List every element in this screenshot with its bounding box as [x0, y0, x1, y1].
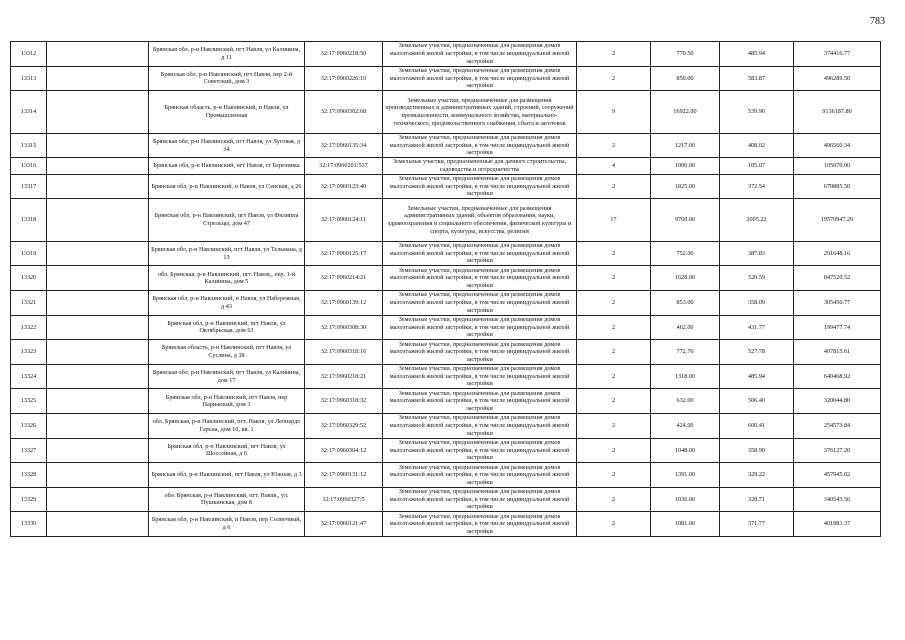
cadastral-value-cell: 374416.77 [794, 42, 881, 67]
blank-cell [47, 413, 149, 438]
address-cell: Брянская обл, р-н Навлинский, пгт Навля, ул Шоссейная, д 6 [149, 438, 305, 463]
use-group-cell: 2 [577, 487, 651, 512]
cadastral-number-cell: 32:17:0960327:5 [305, 487, 383, 512]
table-row [11, 91, 881, 134]
address-cell: обл. Брянская, р-н Навлинский, пгт. Навля, ул Леонардо Гарсиа, дом 10, кв. 1 [149, 413, 305, 438]
specific-value-cell: 527.78 [720, 340, 794, 365]
use-group-cell: 2 [577, 241, 651, 266]
land-use-cell: Земельные участки, предназначенные для размещения домов малоэтажной жилой застройки, в том числе индивидуальной жилой застройки [383, 66, 577, 91]
area-cell: 16922.00 [651, 91, 720, 134]
blank-cell [47, 389, 149, 414]
area-cell: 424.00 [651, 413, 720, 438]
area-cell: 853.00 [651, 290, 720, 315]
area-cell: 770.50 [651, 42, 720, 67]
use-group-cell: 4 [577, 158, 651, 174]
cadastral-number-cell: 32:17:0960302:68 [305, 91, 383, 134]
land-use-cell: Земельные участки, предназначенные для размещения домов малоэтажной жилой застройки, в том числе индивидуальной жилой застройки [383, 241, 577, 266]
specific-value-cell: 372.54 [720, 174, 794, 199]
specific-value-cell: 506.40 [720, 389, 794, 414]
address-cell: Брянская обл, р-н Навлинский, пгт Навля, ул Октябрьская, дом 63 [149, 315, 305, 340]
area-cell: 9760.00 [651, 199, 720, 242]
land-use-cell: Земельные участки, предназначенные для размещения домов малоэтажной жилой застройки, в том числе индивидуальной жилой застройки [383, 487, 577, 512]
address-cell: обл. Брянская, р-н Навлинский, пгт. Навля,, ул. Пушкинская, дом 8 [149, 487, 305, 512]
cadastral-value-cell: 320044.80 [794, 389, 881, 414]
cadastral-number-cell: 32:17:0960318:16 [305, 340, 383, 365]
use-group-cell: 2 [577, 438, 651, 463]
table-row [11, 413, 881, 438]
address-cell: Брянская обл, р-н Навлинский, пгт Навля, ул Луговая, д 34 [149, 133, 305, 158]
address-cell: Брянская обл, р-н Навлинский, пгт Навля, пер 2-й Советский, дом 3 [149, 66, 305, 91]
blank-cell [47, 512, 149, 537]
record-number-cell: 13319 [11, 241, 47, 266]
specific-value-cell: 105.07 [720, 158, 794, 174]
land-use-cell: Земельные участки, предназначенные для размещения домов малоэтажной жилой застройки, в том числе индивидуальной жилой застройки [383, 463, 577, 488]
land-use-cell: Земельные участки, предназначенные для размещения домов малоэтажной жилой застройки, в том числе индивидуальной жилой застройки [383, 438, 577, 463]
specific-value-cell: 431.77 [720, 315, 794, 340]
area-cell: 1217.00 [651, 133, 720, 158]
cadastral-value-cell: 847520.52 [794, 266, 881, 291]
use-group-cell: 2 [577, 266, 651, 291]
cadastral-number-cell: 32:17:0960226:10 [305, 66, 383, 91]
specific-value-cell: 485.94 [720, 42, 794, 67]
address-cell: Брянская обл, р-н Навлинский, пгт Навля, ул Калинина, дом 17 [149, 364, 305, 389]
area-cell: 772.70 [651, 340, 720, 365]
specific-value-cell: 2005.22 [720, 199, 794, 242]
table-row [11, 389, 881, 414]
use-group-cell: 2 [577, 463, 651, 488]
use-group-cell: 2 [577, 174, 651, 199]
blank-cell [47, 66, 149, 91]
address-cell: Брянская обл, р-н Навлинский, п Навля, пер Солнечный, д 6 [149, 512, 305, 537]
area-cell: 1628.00 [651, 266, 720, 291]
blank-cell [47, 487, 149, 512]
use-group-cell: 2 [577, 133, 651, 158]
table-row [11, 133, 881, 158]
blank-cell [47, 158, 149, 174]
cadastral-number-cell: 32:17:0960214:21 [305, 266, 383, 291]
record-number-cell: 13330 [11, 512, 47, 537]
land-use-cell: Земельные участки, предназначенные для размещения домов малоэтажной жилой застройки, в том числе индивидуальной жилой застройки [383, 364, 577, 389]
area-cell: 850.00 [651, 66, 720, 91]
area-cell: 1036.00 [651, 487, 720, 512]
blank-cell [47, 340, 149, 365]
table-row [11, 364, 881, 389]
address-cell: Брянская обл, р-н Навлинский, пгт Навля, ул Тельмана, д 13 [149, 241, 305, 266]
cadastral-value-cell: 640468.92 [794, 364, 881, 389]
record-number-cell: 13325 [11, 389, 47, 414]
cadastral-number-cell: 32:17:0960308:30 [305, 315, 383, 340]
address-cell: Брянская обл, р-н Навлинский, п Навля, ул Набережная, д 43 [149, 290, 305, 315]
cadastral-value-cell: 291648.16 [794, 241, 881, 266]
blank-cell [47, 174, 149, 199]
record-number-cell: 13326 [11, 413, 47, 438]
table-row [11, 315, 881, 340]
blank-cell [47, 199, 149, 242]
record-number-cell: 13327 [11, 438, 47, 463]
blank-cell [47, 364, 149, 389]
blank-cell [47, 315, 149, 340]
cadastral-value-cell: 457945.02 [794, 463, 881, 488]
cadastral-value-cell: 496289.50 [794, 66, 881, 91]
use-group-cell: 9 [577, 91, 651, 134]
address-cell: Брянская обл, р-н Навлинский, п Навля, ул Сенская, д 26 [149, 174, 305, 199]
record-number-cell: 13323 [11, 340, 47, 365]
cadastral-number-cell: 32:17:0960124:11 [305, 199, 383, 242]
area-cell: 632.00 [651, 389, 720, 414]
cadastral-value-cell: 254573.84 [794, 413, 881, 438]
table-row [11, 42, 881, 67]
land-use-cell: Земельные участки, предназначенные для размещения административных зданий, объектов образования, науки, здравоохранения и социального обеспечения, физической культуры и спорта, культуры, искусства, религии [383, 199, 577, 242]
specific-value-cell: 485.94 [720, 364, 794, 389]
area-cell: 1318.00 [651, 364, 720, 389]
address-cell: Брянская обл, р-н Навлинский, пгт Навля, пер Парижский, дом 3 [149, 389, 305, 414]
record-number-cell: 13313 [11, 66, 47, 91]
blank-cell [47, 438, 149, 463]
address-cell: Брянская обл, р-н Навлинский, пгт Навля, ул Филиппа Стрельцы, дом 47 [149, 199, 305, 242]
table-row [11, 290, 881, 315]
use-group-cell: 17 [577, 199, 651, 242]
record-number-cell: 13318 [11, 199, 47, 242]
specific-value-cell: 539.90 [720, 91, 794, 134]
land-use-cell: Земельные участки, предназначенные для размещения домов малоэтажной жилой застройки, в том числе индивидуальной жилой застройки [383, 266, 577, 291]
address-cell: Брянская область, р-н Навлинский, пгт Навля, ул Суслина, д 38 [149, 340, 305, 365]
specific-value-cell: 600.41 [720, 413, 794, 438]
table-row [11, 199, 881, 242]
cadastral-value-cell: 199477.74 [794, 315, 881, 340]
blank-cell [47, 42, 149, 67]
table-row [11, 241, 881, 266]
area-cell: 1825.00 [651, 174, 720, 199]
area-cell: 1048.00 [651, 438, 720, 463]
cadastral-value-cell: 340543.56 [794, 487, 881, 512]
specific-value-cell: 371.77 [720, 512, 794, 537]
table-row [11, 438, 881, 463]
specific-value-cell: 408.02 [720, 133, 794, 158]
cadastral-value-cell: 105070.00 [794, 158, 881, 174]
use-group-cell: 2 [577, 389, 651, 414]
blank-cell [47, 241, 149, 266]
blank-cell [47, 91, 149, 134]
record-number-cell: 13329 [11, 487, 47, 512]
use-group-cell: 2 [577, 512, 651, 537]
area-cell: 1391.00 [651, 463, 720, 488]
land-use-cell: Земельные участки, предназначенные для размещения производственных и административных зданий, строений, сооружений промышленности, коммунального хозяйства, материально-технического, продовольственного снабжения, сбыта и заготовок [383, 91, 577, 134]
land-use-cell: Земельные участки, предназначенные для размещения домов малоэтажной жилой застройки, в том числе индивидуальной жилой застройки [383, 389, 577, 414]
land-use-cell: Земельные участки, предназначенные для размещения домов малоэтажной жилой застройки, в том числе индивидуальной жилой застройки [383, 290, 577, 315]
record-number-cell: 13321 [11, 290, 47, 315]
area-cell: 752.00 [651, 241, 720, 266]
table-row [11, 463, 881, 488]
record-number-cell: 13315 [11, 133, 47, 158]
blank-cell [47, 266, 149, 291]
cadastral-number-cell: 32:17:0960218:50 [305, 42, 383, 67]
specific-value-cell: 328.71 [720, 487, 794, 512]
use-group-cell: 2 [577, 413, 651, 438]
cadastral-value-cell: 496560.34 [794, 133, 881, 158]
address-cell: Брянская область, р-н Навлинский, п Навля, ул Промышленная [149, 91, 305, 134]
land-use-cell: Земельные участки, предназначенные для размещения домов малоэтажной жилой застройки, в том числе индивидуальной жилой застройки [383, 315, 577, 340]
cadastral-value-cell: 9136187.80 [794, 91, 881, 134]
blank-cell [47, 133, 149, 158]
cadastral-value-table [10, 41, 881, 537]
table-row [11, 266, 881, 291]
specific-value-cell: 387.83 [720, 241, 794, 266]
area-cell: 462.00 [651, 315, 720, 340]
area-cell: 1000.00 [651, 158, 720, 174]
cadastral-number-cell: 32:17:0960139:12 [305, 290, 383, 315]
address-cell: Брянская обл, р-н Навлинский, пгт Навля, ст Березинка [149, 158, 305, 174]
specific-value-cell: 329.22 [720, 463, 794, 488]
record-number-cell: 13314 [11, 91, 47, 134]
record-number-cell: 13312 [11, 42, 47, 67]
cadastral-number-cell: 32:17:0960121:47 [305, 512, 383, 537]
cadastral-number-cell: 32:17:0960218:21 [305, 364, 383, 389]
cadastral-value-cell: 407815.61 [794, 340, 881, 365]
use-group-cell: 2 [577, 290, 651, 315]
table-row [11, 340, 881, 365]
land-use-cell: Земельные участки, предназначенные для размещения домов малоэтажной жилой застройки, в том числе индивидуальной жилой застройки [383, 42, 577, 67]
specific-value-cell: 520.59 [720, 266, 794, 291]
address-cell: Брянская обл, р-н Навлинский, пгт Навля, ул Калинина, д 11 [149, 42, 305, 67]
use-group-cell: 2 [577, 66, 651, 91]
land-use-cell: Земельные участки, предназначенные для размещения домов малоэтажной жилой застройки, в том числе индивидуальной жилой застройки [383, 413, 577, 438]
land-use-cell: Земельные участки, предназначенные для размещения домов малоэтажной жилой застройки, в том числе индивидуальной жилой застройки [383, 340, 577, 365]
cadastral-value-cell: 19570947.20 [794, 199, 881, 242]
cadastral-number-cell: 32:17:0960123:40 [305, 174, 383, 199]
blank-cell [47, 463, 149, 488]
table-row [11, 487, 881, 512]
cadastral-number-cell: 32:17:0960125:17 [305, 241, 383, 266]
specific-value-cell: 358.09 [720, 290, 794, 315]
address-cell: Брянская обл, р-н Навлинский, пгт Навля, ул Южная, д 3 [149, 463, 305, 488]
specific-value-cell: 358.90 [720, 438, 794, 463]
cadastral-value-cell: 679885.50 [794, 174, 881, 199]
cadastral-value-cell: 376127.20 [794, 438, 881, 463]
table-row [11, 512, 881, 537]
cadastral-number-cell: 32:17:0960131:12 [305, 463, 383, 488]
land-use-cell: Земельные участки, предназначенные для дачного строительства, садоводства и огородничества [383, 158, 577, 174]
page-number: 783 [870, 16, 885, 27]
record-number-cell: 13324 [11, 364, 47, 389]
specific-value-cell: 583.87 [720, 66, 794, 91]
blank-cell [47, 290, 149, 315]
record-number-cell: 13322 [11, 315, 47, 340]
cadastral-number-cell: 32:17:0960318:32 [305, 389, 383, 414]
area-cell: 1081.00 [651, 512, 720, 537]
cadastral-number-cell: 32:17:0960135:34 [305, 133, 383, 158]
table-row [11, 174, 881, 199]
record-number-cell: 13328 [11, 463, 47, 488]
record-number-cell: 13317 [11, 174, 47, 199]
use-group-cell: 2 [577, 364, 651, 389]
record-number-cell: 13316 [11, 158, 47, 174]
table-row [11, 158, 881, 174]
cadastral-value-cell: 305450.77 [794, 290, 881, 315]
table-row [11, 66, 881, 91]
land-use-cell: Земельные участки, предназначенные для размещения домов малоэтажной жилой застройки, в том числе индивидуальной жилой застройки [383, 174, 577, 199]
land-use-cell: Земельные участки, предназначенные для размещения домов малоэтажной жилой застройки, в том числе индивидуальной жилой застройки [383, 512, 577, 537]
record-number-cell: 13320 [11, 266, 47, 291]
cadastral-number-cell: 32:17:0960201:537 [305, 158, 383, 174]
use-group-cell: 2 [577, 340, 651, 365]
cadastral-value-cell: 401883.37 [794, 512, 881, 537]
use-group-cell: 2 [577, 315, 651, 340]
land-use-cell: Земельные участки, предназначенные для размещения домов малоэтажной жилой застройки, в том числе индивидуальной жилой застройки [383, 133, 577, 158]
use-group-cell: 2 [577, 42, 651, 67]
cadastral-number-cell: 32:17:0960304:12 [305, 438, 383, 463]
cadastral-number-cell: 32:17:0960329:52 [305, 413, 383, 438]
address-cell: обл. Брянская, р-н Навлинский, пгт. Навля,, пер. 1-й Калинина, дом 5 [149, 266, 305, 291]
